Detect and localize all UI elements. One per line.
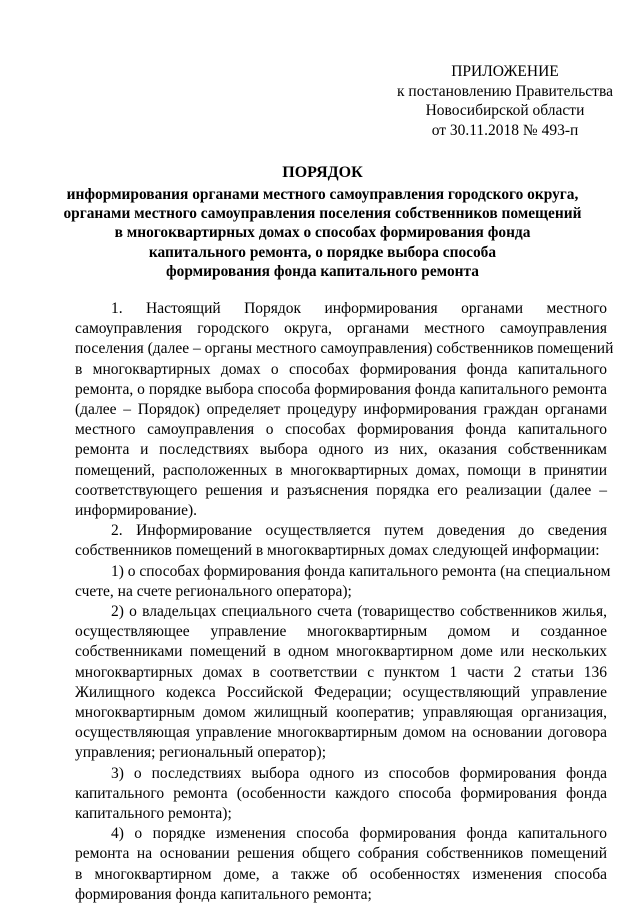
text-line: (далее – Порядок) определяет процедуру информирования граждан органами bbox=[75, 401, 607, 419]
text-line: в многоквартирном доме, а также об особенностях изменения способа bbox=[75, 865, 607, 883]
title-subtitle-line: информирования органами местного самоуправления городского округа, bbox=[66, 186, 579, 203]
text-line: местного самоуправления о способах формирования фонда капитального bbox=[75, 421, 607, 439]
text-line: управления; региональный оператор); bbox=[75, 744, 327, 762]
text-line: формирования фонда капитального ремонта; bbox=[75, 885, 372, 903]
text-line: осуществляющая управление многоквартирным домом на основании договора bbox=[75, 724, 607, 742]
document-body bbox=[75, 299, 614, 905]
document-title bbox=[60, 163, 585, 281]
text-line: многоквартирным домом жилищный кооператив; управляющая организация, bbox=[75, 704, 607, 722]
text-line: 4) о порядке изменения способа формирования фонда капитального bbox=[111, 825, 607, 843]
title-main: ПОРЯДОК bbox=[282, 164, 363, 181]
text-line: 1. Настоящий Порядок информирования органами местного bbox=[111, 300, 607, 317]
title-subtitle-line: капитального ремонта, о порядке выбора способа bbox=[148, 243, 497, 261]
text-line: 2. Информирование осуществляется путем доведения до сведения bbox=[111, 522, 607, 540]
text-line: собственниками помещений в одном многоквартирном доме или нескольких bbox=[75, 643, 607, 661]
paragraph-1 bbox=[75, 299, 614, 521]
list-item-3 bbox=[75, 764, 607, 825]
text-line: в многоквартирных домах о способах формирования фонда капитального bbox=[75, 360, 607, 378]
title-subtitle-line: органами местного самоуправления поселения собственников помещений bbox=[63, 205, 582, 223]
text-line: самоуправления городского округа, органами местного самоуправления bbox=[75, 320, 607, 338]
text-line: соответствующего решения и разъяснения порядка его реализации (далее – bbox=[75, 481, 607, 499]
text-line: Жилищного кодекса Российской Федерации; осуществляющий управление bbox=[75, 683, 607, 701]
text-line: поселения (далее – органы местного самоуправления) собственников помещений bbox=[75, 340, 614, 358]
appendix-header bbox=[395, 62, 615, 140]
list-item-2 bbox=[75, 602, 607, 764]
title-subtitle-line: формирования фонда капитального ремонта bbox=[166, 262, 479, 280]
text-line: информирование). bbox=[75, 502, 198, 520]
appendix-label: ПРИЛОЖЕНИЕ bbox=[451, 63, 559, 80]
text-line: ремонта на основании решения общего собрания собственников помещений bbox=[75, 845, 607, 863]
paragraph-2 bbox=[75, 521, 607, 561]
text-line: капитального ремонта); bbox=[75, 805, 232, 823]
text-line: 3) о последствиях выбора одного из способов формирования фонда bbox=[111, 764, 607, 782]
appendix-resolution-ref: к постановлению Правительства bbox=[397, 82, 613, 100]
text-line: 2) о владельцах специального счета (товарищество собственников жилья, bbox=[111, 603, 607, 621]
title-subtitle-line: в многоквартирных домах о способах формирования фонда bbox=[114, 224, 531, 242]
text-line: 1) о способах формирования фонда капитального ремонта (на специальном bbox=[111, 562, 611, 580]
text-line: собственников помещений в многоквартирных домах следующей информации: bbox=[75, 542, 600, 560]
appendix-region: Новосибирской области bbox=[425, 102, 585, 119]
list-item-1 bbox=[75, 562, 611, 602]
text-line: многоквартирных домах в соответствии с пунктом 1 части 2 статьи 136 bbox=[75, 663, 607, 681]
text-line: счете, на счете регионального оператора); bbox=[75, 582, 352, 600]
list-item-4 bbox=[75, 824, 607, 905]
text-line: осуществляющее управление многоквартирным домом и созданное bbox=[75, 623, 607, 641]
text-line: помещений, расположенных в многоквартирных домах, помощи в принятии bbox=[75, 461, 607, 479]
text-line: капитального ремонта (особенности каждого способа формирования фонда bbox=[75, 784, 607, 802]
title-subtitle bbox=[60, 185, 585, 281]
text-line: ремонта и последствиях выбора одного из них, оказания собственникам bbox=[75, 441, 607, 459]
text-line: ремонта, о порядке выбора способа формирования фонда капитального ремонта bbox=[75, 380, 607, 398]
appendix-date-number: от 30.11.2018 № 493-п bbox=[431, 121, 579, 139]
